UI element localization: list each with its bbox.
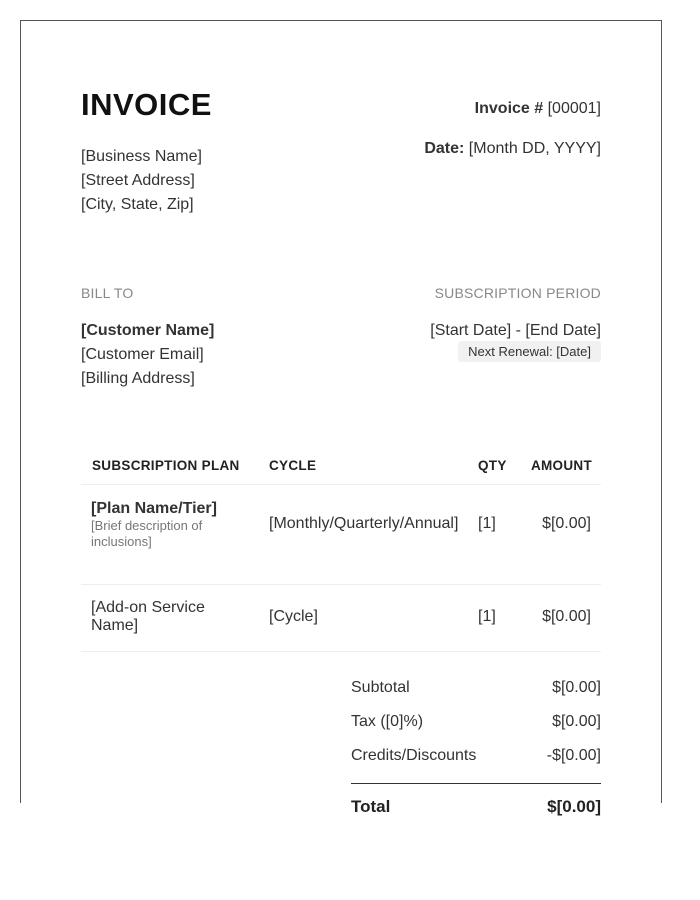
addon-amount: $[0.00] [542,608,591,625]
col-header-cycle: CYCLE [269,458,317,473]
business-city: [City, State, Zip] [81,196,194,213]
billing-address: [Billing Address] [81,370,195,387]
business-name: [Business Name] [81,148,202,165]
col-header-amount: AMOUNT [530,458,592,473]
bill-to-label: BILL TO [81,285,134,301]
credits-label: Credits/Discounts [351,747,477,764]
plan-amount: $[0.00] [542,515,591,532]
subtotal-label: Subtotal [351,679,410,696]
tax-value: $[0.00] [552,713,601,730]
customer-name: [Customer Name] [81,322,215,339]
row-divider [81,651,601,652]
invoice-date-label: Date: [424,140,465,157]
credits-value: -$[0.00] [546,747,601,764]
total-value: $[0.00] [547,797,601,816]
plan-description: [Brief description of inclusions] [91,518,203,549]
invoice-date-value: [Month DD, YYYY] [468,140,601,157]
col-header-plan: SUBSCRIPTION PLAN [92,458,240,473]
plan-name: [Plan Name/Tier] [91,500,217,517]
invoice-number [475,100,601,118]
invoice-title: INVOICE [81,87,212,122]
subscription-period-label: SUBSCRIPTION PERIOD [434,285,601,301]
addon-name: [Add-on Service Name] [91,599,205,634]
col-header-qty: QTY [478,458,507,473]
next-renewal-badge: Next Renewal: [Date] [458,341,601,362]
subtotal-value: $[0.00] [552,679,601,696]
totals-divider [351,783,601,784]
plan-cycle: [Monthly/Quarterly/Annual] [269,515,459,532]
invoice-page [20,20,662,816]
invoice-number-value: [00001] [547,100,601,117]
invoice-date [424,140,601,158]
header-divider [81,484,601,485]
invoice-number-label: Invoice # [474,100,544,117]
total-label: Total [351,797,391,816]
subscription-period-dates: [Start Date] - [End Date] [430,322,601,339]
addon-qty: [1] [478,608,496,625]
tax-label: Tax ([0]%) [351,713,424,730]
plan-qty: [1] [478,515,496,532]
addon-cycle: [Cycle] [269,608,318,625]
row-divider [81,584,601,585]
customer-email: [Customer Email] [81,346,204,363]
business-street: [Street Address] [81,172,195,189]
